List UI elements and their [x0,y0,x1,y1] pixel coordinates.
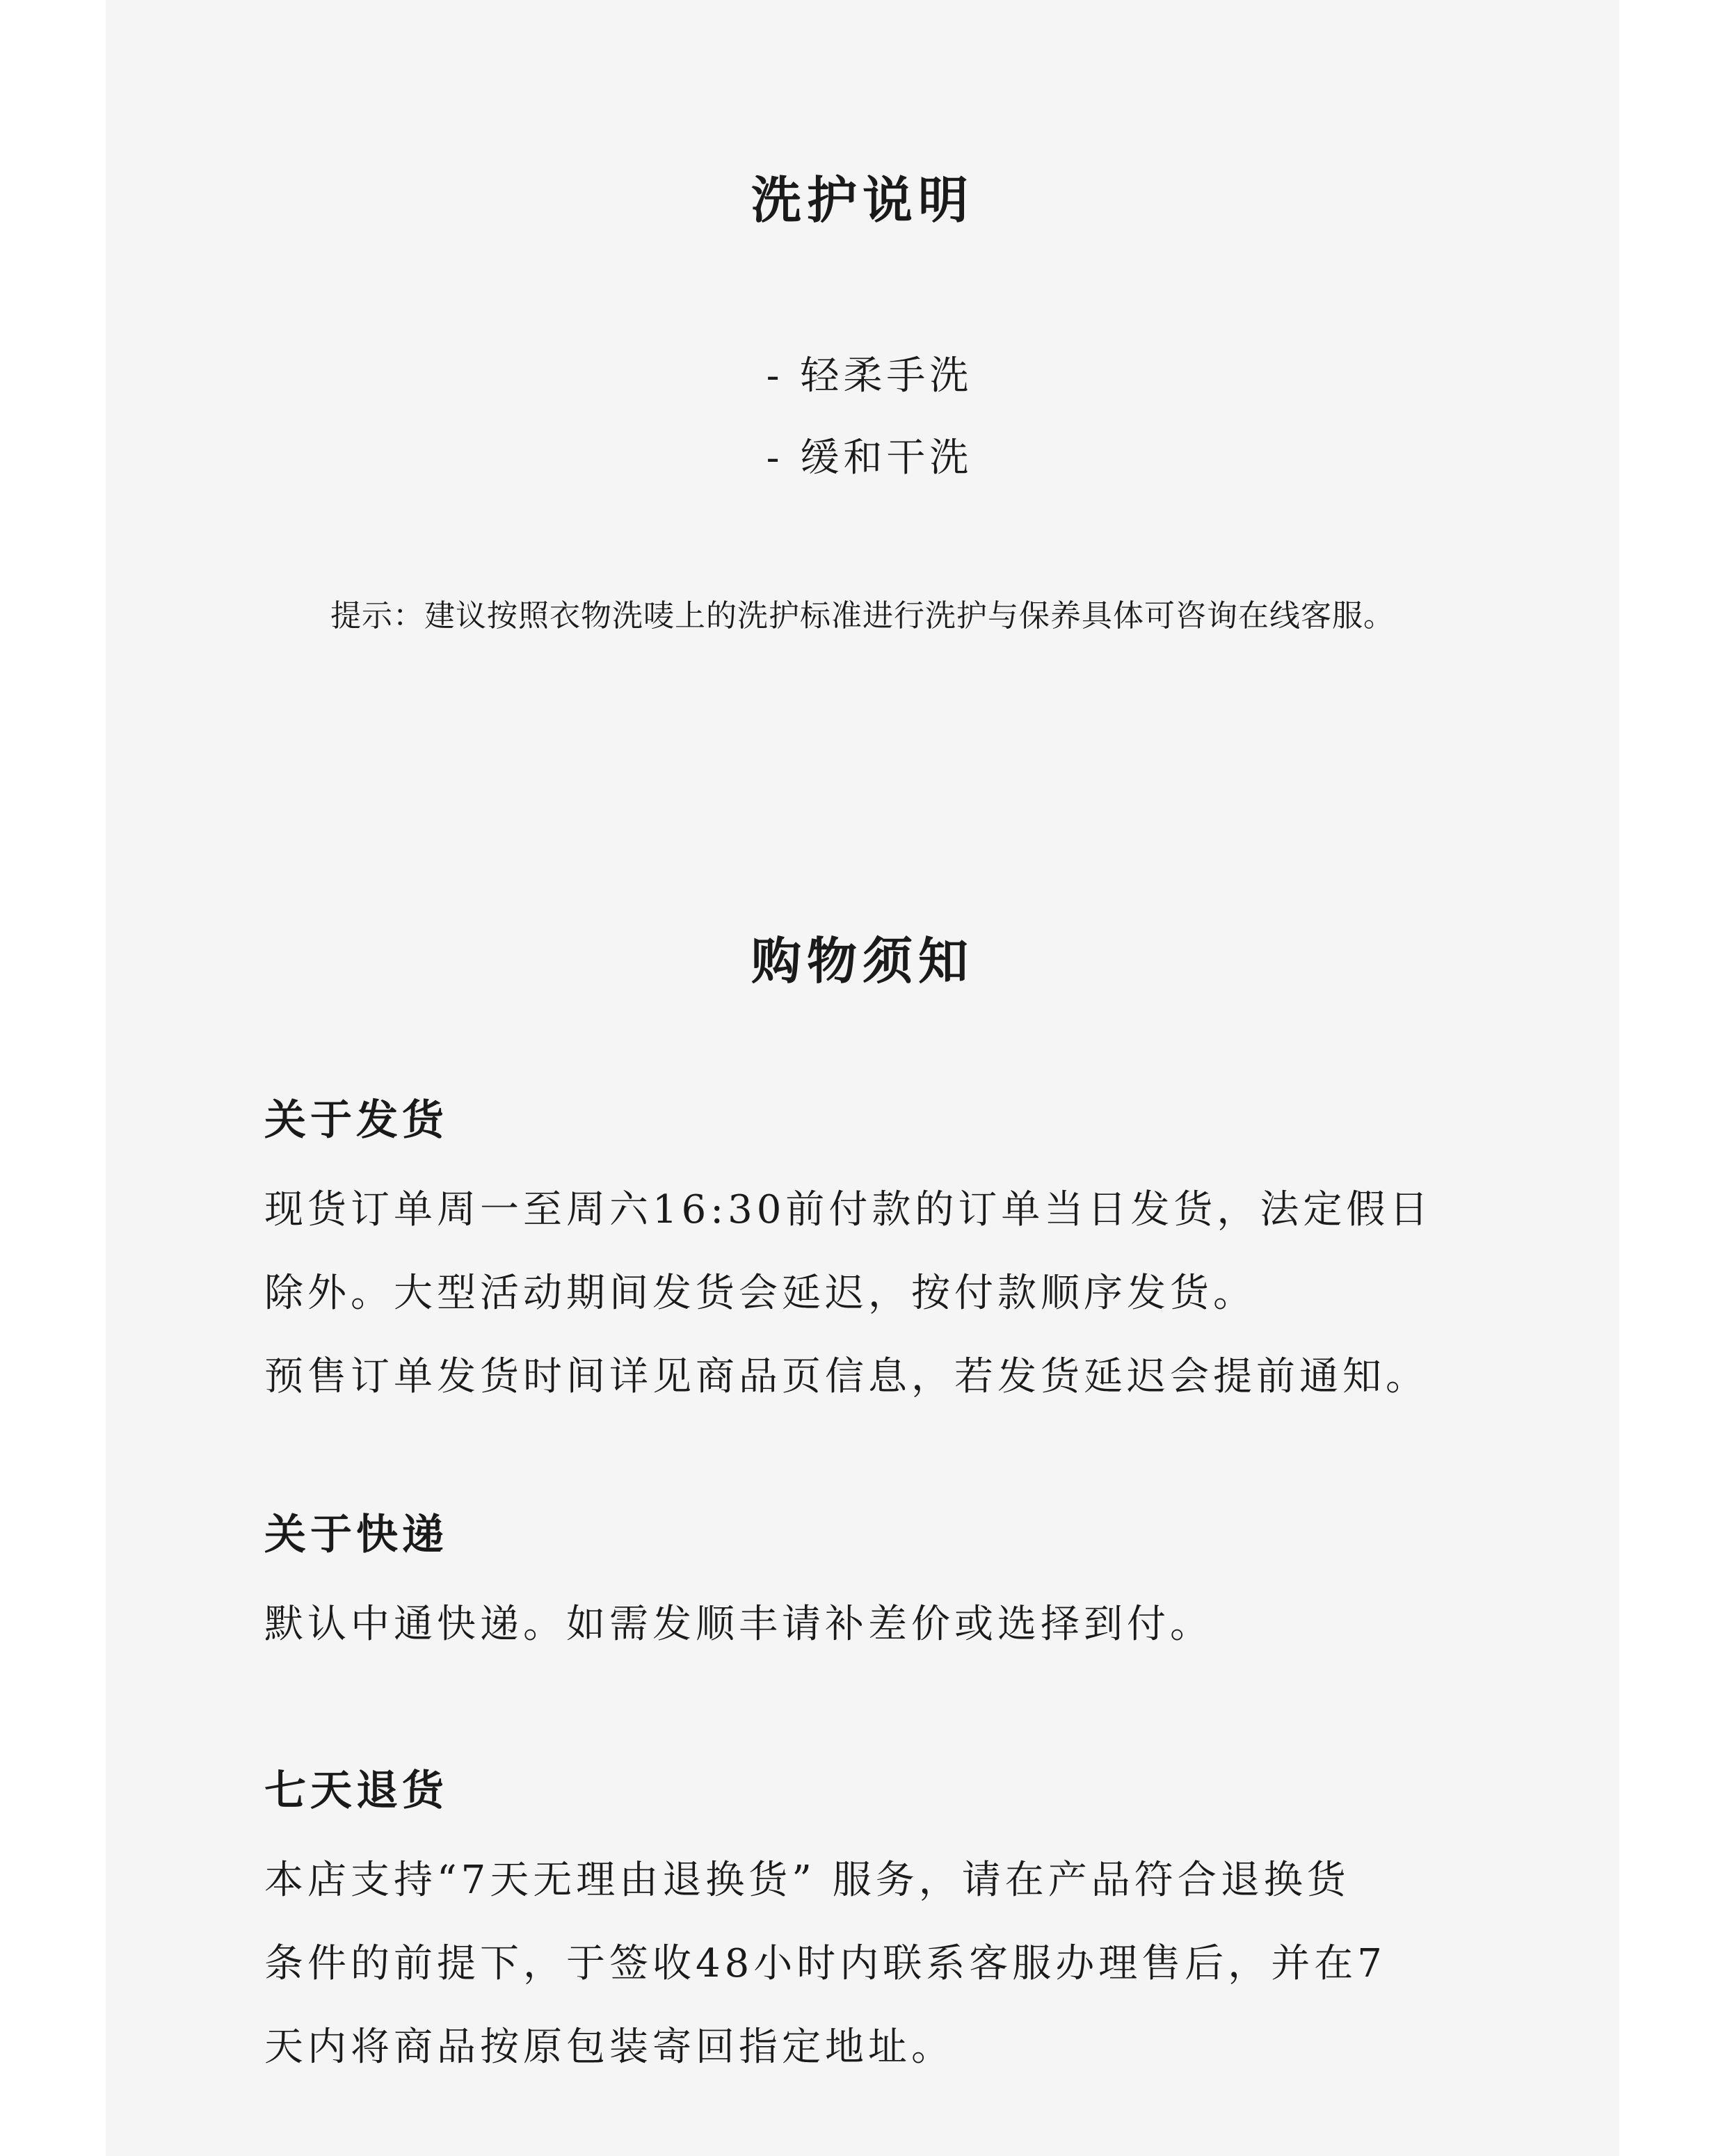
care-item-hand-wash: - 轻柔手洗 [766,353,973,399]
care-item-dry-clean: - 缓和干洗 [766,435,973,481]
section-returns [264,1768,1586,2089]
paragraph-line: 默认中通快递。如需发顺丰请补差价或选择到付。 [264,1602,1213,1647]
care-list [0,335,1725,499]
care-title: 洗护说明 [751,170,974,230]
paragraph-line: 现货订单周一至周六16:30前付款的订单当日发货，法定假日 [264,1187,1433,1232]
section-courier [264,1512,1586,1666]
care-tip: 提示：建议按照衣物洗唛上的洗护标准进行洗护与保养具体可咨询在线客服。 [330,598,1395,634]
section-heading: 关于发货 [264,1096,448,1145]
paragraph-line: 本店支持“7天无理由退换货” 服务，请在产品符合退换货 [264,1858,1350,1903]
shopping-title: 购物须知 [751,931,974,990]
paragraph-line: 条件的前提下，于签收48小时内联系客服办理售后，并在7 [264,1941,1386,1986]
paragraph-line: 预售订单发货时间详见商品页信息，若发货延迟会提前通知。 [264,1354,1429,1399]
section-shipping [264,1097,1586,1419]
paragraph-line: 除外。大型活动期间发货会延迟，按付款顺序发货。 [264,1271,1256,1316]
section-heading: 关于快递 [264,1511,448,1559]
section-heading: 七天退货 [264,1767,448,1815]
paragraph-line: 天内将商品按原包装寄回指定地址。 [264,2025,954,2070]
